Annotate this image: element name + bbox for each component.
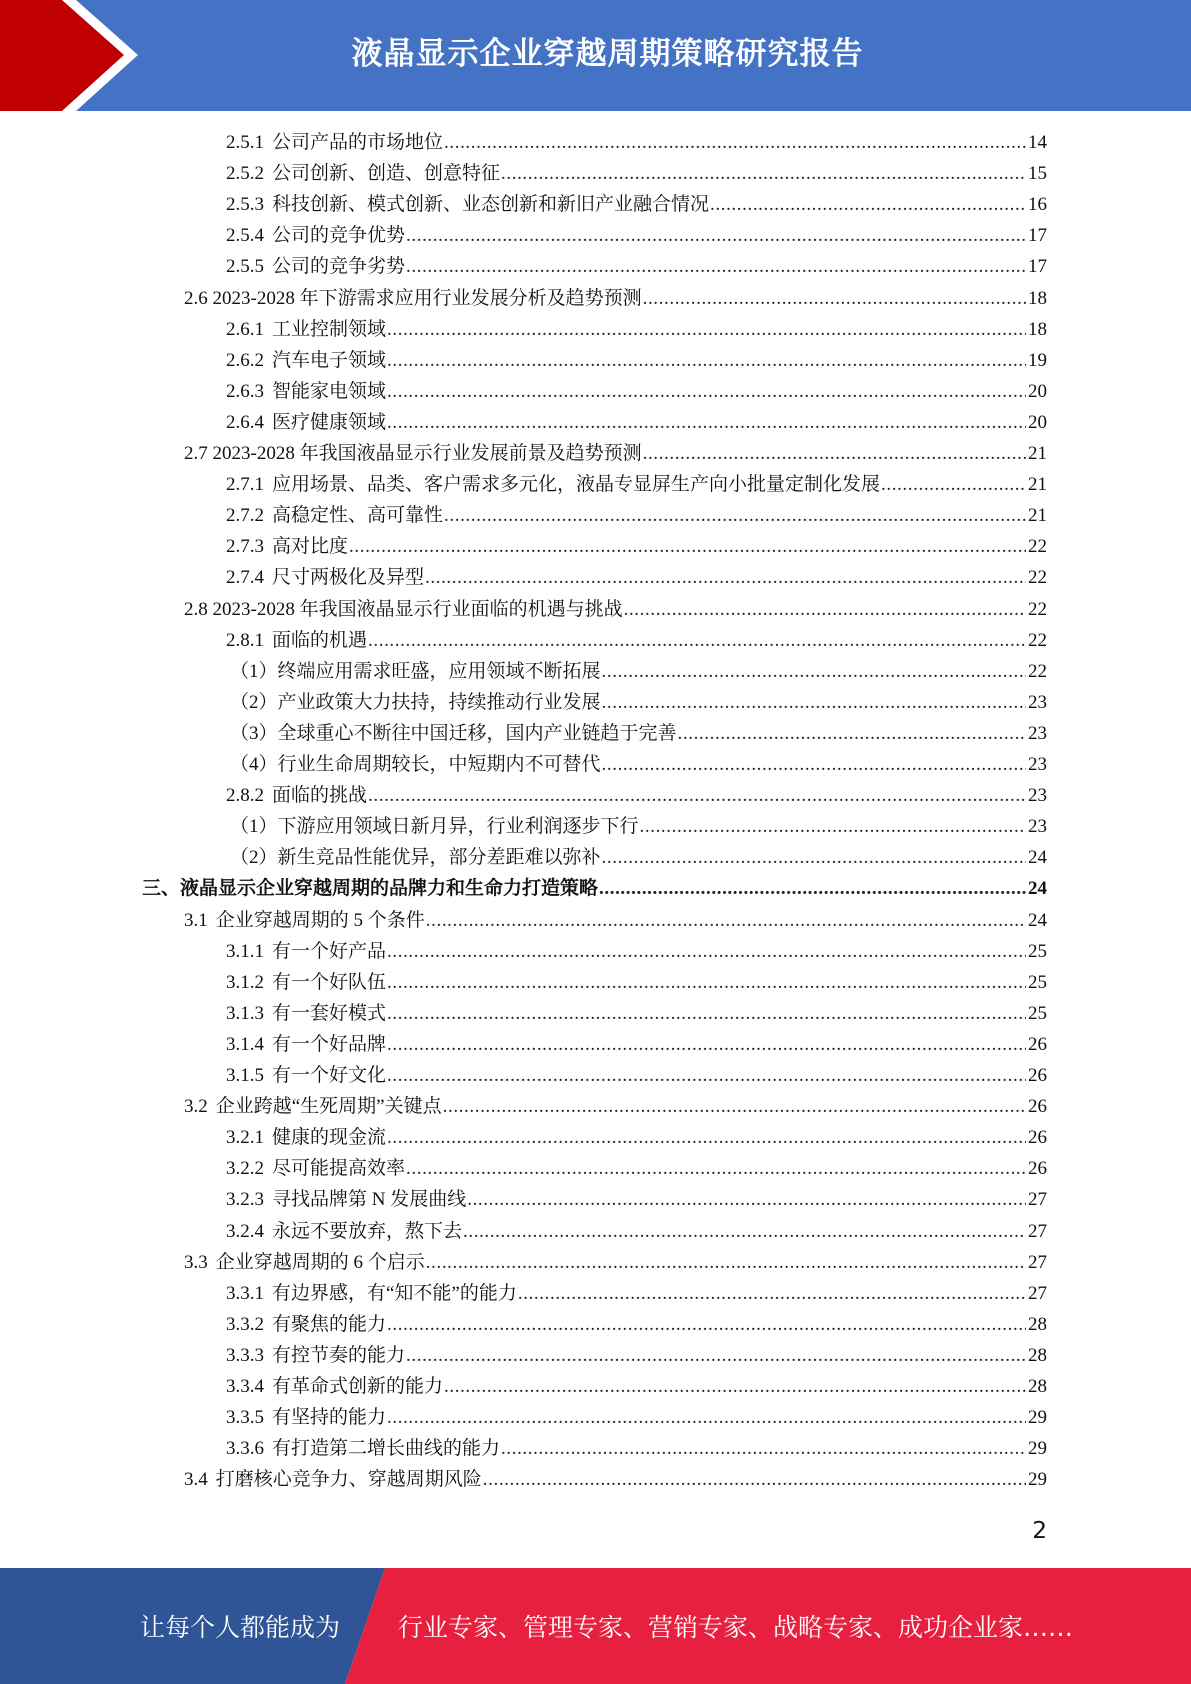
toc-entry-title: 有打造第二增长曲线的能力 [272, 1438, 501, 1460]
toc-entry-title: 永远不要放弃，熬下去 [272, 1220, 463, 1242]
toc-entry[interactable] [0, 438, 1191, 469]
toc-entry[interactable] [0, 1433, 1191, 1464]
toc-entry[interactable] [0, 220, 1191, 251]
report-title: 液晶显示企业穿越周期策略研究报告 [351, 35, 864, 72]
toc-entry[interactable] [0, 1247, 1191, 1278]
toc-entry-title: 有边界感，有“知不能”的能力 [272, 1282, 517, 1304]
toc-dot-leader [387, 1402, 1026, 1433]
toc-entry-title: 智能家电领域 [272, 380, 387, 402]
toc-entry-number: 2.7.3 [226, 536, 264, 558]
toc-dot-leader [387, 1309, 1026, 1340]
toc-entry-title: （1）终端应用需求旺盛，应用领域不断拓展 [230, 660, 601, 682]
toc-entry-number: 3.1.3 [226, 1002, 264, 1024]
toc-entry-page: 26 [1028, 1127, 1047, 1149]
toc-dot-leader [483, 1464, 1026, 1495]
toc-entry-page: 22 [1028, 629, 1047, 651]
toc-entry-number: 2.6.2 [226, 349, 264, 371]
toc-entry-title: 有一个好队伍 [272, 971, 387, 993]
toc-entry[interactable] [0, 1091, 1191, 1122]
toc-entry-number: 3.2 [184, 1096, 208, 1118]
toc-entry-title: 尽可能提高效率 [272, 1158, 406, 1180]
toc-entry-number: 2.7.4 [226, 567, 264, 589]
toc-entry-page: 26 [1028, 1033, 1047, 1055]
toc-entry-page: 20 [1028, 411, 1047, 433]
toc-dot-leader [501, 158, 1026, 189]
toc-entry-title: 有革命式创新的能力 [272, 1376, 444, 1397]
toc-entry-title: 高稳定性、高可靠性 [272, 505, 444, 527]
toc-entry-page: 27 [1028, 1282, 1047, 1304]
toc-entry[interactable] [0, 873, 1191, 904]
toc-entry-page: 16 [1028, 194, 1047, 216]
toc-entry-number: 3.1.1 [226, 940, 264, 962]
toc-entry-page: 28 [1028, 1313, 1047, 1335]
toc-dot-leader [425, 562, 1026, 593]
toc-entry-page: 21 [1028, 474, 1047, 496]
toc-entry-page: 29 [1028, 1469, 1047, 1491]
toc-entry[interactable] [0, 345, 1191, 376]
toc-entry-title: 高对比度 [272, 536, 349, 558]
toc-entry-title: （2）产业政策大力扶持，持续推动行业发展 [230, 691, 601, 713]
toc-dot-leader [349, 531, 1026, 562]
toc-entry-title: 寻找品牌第 N 发展曲线 [272, 1189, 467, 1211]
toc-entry-page: 17 [1028, 256, 1047, 278]
toc-entry[interactable] [0, 1464, 1191, 1495]
toc-entry-page: 25 [1028, 1002, 1047, 1024]
toc-entry-number: 3.3.6 [226, 1438, 264, 1460]
toc-dot-leader [387, 345, 1026, 376]
toc-entry[interactable] [0, 500, 1191, 531]
toc-entry-title: 有一个好品牌 [272, 1033, 387, 1055]
toc-entry[interactable] [0, 1278, 1191, 1309]
toc-dot-leader [444, 1371, 1026, 1402]
toc-entry[interactable] [0, 780, 1191, 811]
toc-dot-leader [426, 1247, 1026, 1278]
toc-entry-number: 3.2.4 [226, 1220, 264, 1242]
toc-entry-number: 2.8.1 [226, 629, 264, 651]
toc-entry-page: 22 [1028, 536, 1047, 558]
toc-dot-leader [406, 1340, 1026, 1371]
toc-entry-number: 2.8.2 [226, 785, 264, 807]
toc-entry-number: 3.2.3 [226, 1189, 264, 1211]
toc-entry-page: 23 [1028, 691, 1047, 713]
toc-entry-title: 公司的竞争劣势 [272, 256, 406, 278]
toc-entry[interactable] [0, 1309, 1191, 1340]
toc-entry-page: 22 [1028, 598, 1047, 620]
toc-entry[interactable] [0, 251, 1191, 282]
toc-dot-leader [387, 376, 1026, 407]
toc-entry-page: 14 [1028, 132, 1047, 153]
toc-dot-leader [518, 1278, 1026, 1309]
toc-entry-number: 3.1.5 [226, 1065, 264, 1086]
toc-entry-title: （3）全球重心不断往中国迁移，国内产业链趋于完善 [230, 722, 677, 744]
toc-dot-leader [368, 625, 1026, 656]
toc-entry[interactable] [0, 1184, 1191, 1215]
toc-dot-leader [443, 1091, 1026, 1122]
toc-entry[interactable] [0, 718, 1191, 749]
toc-entry-number: 3.1.4 [226, 1033, 264, 1055]
toc-entry[interactable] [0, 127, 1191, 158]
toc-entry[interactable] [0, 625, 1191, 656]
toc-dot-leader [406, 1153, 1026, 1184]
toc-entry-page: 22 [1028, 567, 1047, 589]
toc-entry[interactable] [0, 189, 1191, 220]
toc-entry-page: 22 [1028, 660, 1047, 682]
toc-entry[interactable] [0, 967, 1191, 998]
footer-slogan-right: 行业专家、管理专家、营销专家、战略专家、成功企业家…… [398, 1613, 1074, 1642]
toc-entry-page: 18 [1028, 318, 1047, 340]
toc-entry[interactable] [0, 283, 1191, 314]
toc-entry-number: 2.6.1 [226, 318, 264, 340]
toc-entry[interactable] [0, 531, 1191, 562]
toc-entry-title: 工业控制领域 [272, 318, 387, 340]
toc-entry-page: 26 [1028, 1096, 1047, 1118]
toc-entry-page: 21 [1028, 443, 1047, 464]
toc-entry-title: 企业穿越周期的 5 个条件 [215, 909, 425, 931]
toc-entry-page: 23 [1028, 722, 1047, 744]
toc-dot-leader [406, 220, 1026, 251]
toc-entry-page: 28 [1028, 1376, 1047, 1397]
toc-entry-title: 健康的现金流 [272, 1127, 387, 1149]
toc-entry-page: 23 [1028, 816, 1047, 838]
toc-entry-title: 公司的竞争优势 [272, 225, 406, 247]
toc-entry-title: 2.6 2023-2028 年下游需求应用行业发展分析及趋势预测 [184, 287, 642, 309]
toc-entry-page: 27 [1028, 1220, 1047, 1242]
toc-entry-page: 21 [1028, 505, 1047, 527]
toc-dot-leader [368, 780, 1026, 811]
toc-entry[interactable] [0, 407, 1191, 438]
toc-entry-title: 三、液晶显示企业穿越周期的品牌力和生命力打造策略 [142, 878, 599, 900]
toc-dot-leader [387, 967, 1026, 998]
toc-dot-leader [710, 189, 1026, 220]
toc-entry-title: 公司产品的市场地位 [272, 132, 444, 153]
toc-entry-title: 企业穿越周期的 6 个启示 [215, 1251, 425, 1273]
toc-entry-number: 2.7.2 [226, 505, 264, 527]
toc-entry-title: 科技创新、模式创新、业态创新和新旧产业融合情况 [272, 194, 710, 216]
toc-dot-leader [501, 1433, 1026, 1464]
toc-entry-page: 15 [1028, 163, 1047, 185]
toc-entry[interactable] [0, 158, 1191, 189]
toc-entry-title: 有一套好模式 [272, 1002, 387, 1024]
toc-dot-leader [467, 1184, 1026, 1215]
toc-entry[interactable] [0, 1402, 1191, 1433]
toc-entry-page: 23 [1028, 754, 1047, 775]
toc-entry[interactable] [0, 594, 1191, 625]
toc-entry-page: 28 [1028, 1344, 1047, 1366]
toc-entry[interactable] [0, 1371, 1191, 1402]
toc-entry-title: 有坚持的能力 [272, 1407, 387, 1429]
toc-entry-number: 3.2.2 [226, 1158, 264, 1180]
toc-entry[interactable] [0, 811, 1191, 842]
toc-dot-leader [643, 283, 1026, 314]
toc-dot-leader [387, 1029, 1026, 1060]
toc-entry-number: 3.3.3 [226, 1344, 264, 1366]
toc-entry[interactable] [0, 1216, 1191, 1247]
toc-entry[interactable] [0, 314, 1191, 345]
toc-entry-title: （1）下游应用领域日新月异，行业利润逐步下行 [230, 816, 639, 838]
toc-entry-page: 26 [1028, 1065, 1047, 1086]
toc-entry-title: 2.8 2023-2028 年我国液晶显示行业面临的机遇与挑战 [184, 598, 623, 620]
toc-entry-title: 有一个好产品 [272, 940, 387, 962]
toc-entry-page: 17 [1028, 225, 1047, 247]
toc-entry-page: 23 [1028, 785, 1047, 807]
toc-dot-leader [387, 314, 1026, 345]
page-footer [0, 1568, 1191, 1684]
toc-dot-leader [602, 842, 1026, 873]
toc-entry[interactable] [0, 1122, 1191, 1153]
toc-entry-title: 有一个好文化 [272, 1065, 387, 1086]
toc-entry[interactable] [0, 905, 1191, 936]
toc-entry[interactable] [0, 1153, 1191, 1184]
toc-entry-page: 27 [1028, 1251, 1047, 1273]
toc-dot-leader [406, 251, 1026, 282]
toc-dot-leader [602, 656, 1026, 687]
toc-entry[interactable] [0, 1029, 1191, 1060]
toc-dot-leader [426, 905, 1026, 936]
toc-entry-number: 3.2.1 [226, 1127, 264, 1149]
toc-dot-leader [387, 1122, 1026, 1153]
toc-dot-leader [387, 936, 1026, 967]
toc-entry-number: 2.5.3 [226, 194, 264, 216]
toc-entry-number: 3.3.2 [226, 1313, 264, 1335]
toc-entry-number: 2.5.4 [226, 225, 264, 247]
toc-entry-title: 医疗健康领域 [272, 411, 387, 433]
toc-dot-leader [602, 749, 1026, 780]
toc-entry[interactable] [0, 842, 1191, 873]
toc-entry-page: 24 [1028, 909, 1047, 931]
toc-entry-title: 汽车电子领域 [272, 349, 387, 371]
toc-dot-leader [643, 438, 1026, 469]
toc-dot-leader [463, 1216, 1026, 1247]
toc-entry-number: 3.1.2 [226, 971, 264, 993]
toc-entry-title: 打磨核心竞争力、穿越周期风险 [215, 1469, 482, 1491]
toc-entry-page: 24 [1028, 847, 1047, 869]
toc-entry-number: 3.3.4 [226, 1376, 264, 1397]
toc-entry-number: 3.3.5 [226, 1407, 264, 1429]
toc-entry-title: （2）新生竞品性能优异，部分差距难以弥补 [230, 847, 601, 869]
toc-entry-number: 2.6.4 [226, 411, 264, 433]
toc-entry[interactable] [0, 469, 1191, 500]
toc-entry-number: 2.5.2 [226, 163, 264, 185]
toc-entry-title: 有控节奏的能力 [272, 1344, 406, 1366]
toc-entry[interactable] [0, 562, 1191, 593]
toc-entry-number: 2.5.5 [226, 256, 264, 278]
page-header [0, 0, 1191, 111]
toc-dot-leader [602, 687, 1026, 718]
toc-entry-number: 3.4 [184, 1469, 208, 1491]
toc-entry-title: 有聚焦的能力 [272, 1313, 387, 1335]
toc-entry[interactable] [0, 687, 1191, 718]
toc-entry[interactable] [0, 376, 1191, 407]
toc-entry-page: 25 [1028, 940, 1047, 962]
toc-dot-leader [599, 873, 1026, 904]
toc-entry-title: （4）行业生命周期较长，中短期内不可替代 [230, 754, 601, 775]
toc-entry-page: 26 [1028, 1158, 1047, 1180]
toc-entry-number: 2.5.1 [226, 132, 264, 153]
toc-dot-leader [444, 500, 1026, 531]
toc-entry-number: 2.7.1 [226, 474, 264, 496]
toc-entry[interactable] [0, 1060, 1191, 1091]
toc-entry-page: 29 [1028, 1438, 1047, 1460]
toc-dot-leader [387, 407, 1026, 438]
toc-entry[interactable] [0, 998, 1191, 1029]
toc-entry-title: 应用场景、品类、客户需求多元化，液晶专显屏生产向小批量定制化发展 [272, 474, 881, 496]
footer-slogan-left: 让每个人都能成为 [140, 1613, 341, 1642]
toc-entry-page: 20 [1028, 380, 1047, 402]
toc-entry-number: 3.1 [184, 909, 208, 931]
toc-entry-title: 2.7 2023-2028 年我国液晶显示行业发展前景及趋势预测 [184, 443, 642, 464]
toc-entry[interactable] [0, 656, 1191, 687]
toc-entry-title: 尺寸两极化及异型 [272, 567, 425, 589]
toc-dot-leader [444, 127, 1026, 158]
toc-entry-page: 25 [1028, 971, 1047, 993]
toc-entry-title: 公司创新、创造、创意特征 [272, 163, 501, 185]
toc-dot-leader [624, 594, 1026, 625]
toc-entry-title: 面临的挑战 [272, 785, 368, 807]
toc-entry-page: 24 [1028, 878, 1047, 900]
toc-entry-page: 19 [1028, 349, 1047, 371]
toc-dot-leader [640, 811, 1026, 842]
toc-dot-leader [387, 1060, 1026, 1091]
toc-entry-title: 面临的机遇 [272, 629, 368, 651]
toc-dot-leader [678, 718, 1026, 749]
toc-dot-leader [387, 998, 1026, 1029]
toc-entry[interactable] [0, 936, 1191, 967]
toc-entry[interactable] [0, 749, 1191, 780]
toc-entry-number: 3.3.1 [226, 1282, 264, 1304]
toc-entry-page: 29 [1028, 1407, 1047, 1429]
toc-dot-leader [881, 469, 1026, 500]
page-number: 2 [1032, 1518, 1047, 1544]
toc-entry[interactable] [0, 1340, 1191, 1371]
toc-entry-page: 27 [1028, 1189, 1047, 1211]
toc-entry-page: 18 [1028, 287, 1047, 309]
toc-entry-title: 企业跨越“生死周期”关键点 [215, 1096, 442, 1118]
toc-entry-number: 3.3 [184, 1251, 208, 1273]
toc-entry-number: 2.6.3 [226, 380, 264, 402]
